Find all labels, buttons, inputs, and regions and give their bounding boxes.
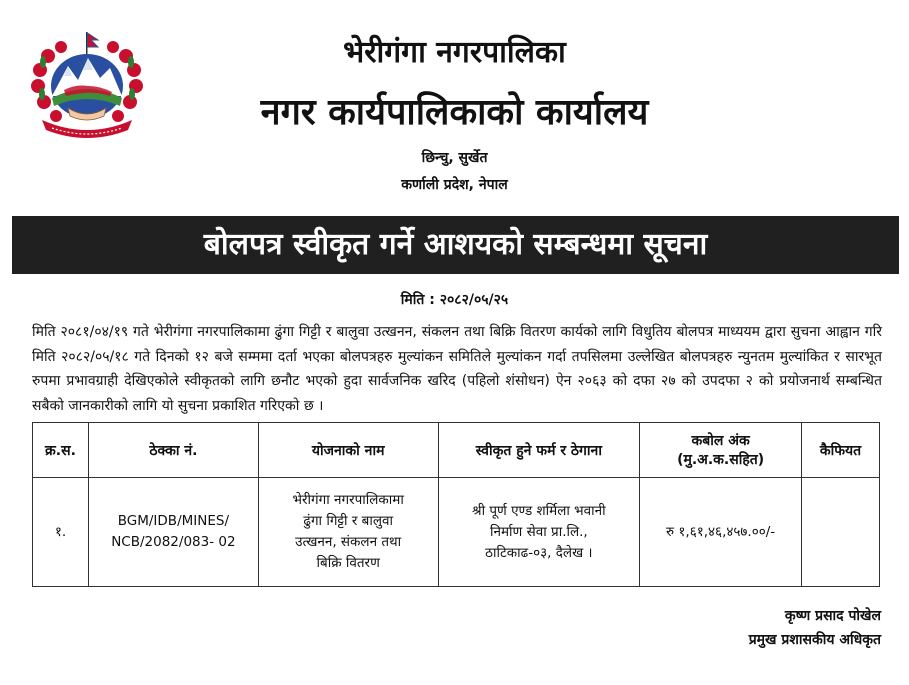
approved-bid-table	[32, 422, 880, 587]
cell-bid-amount: रु १,६१,४६,४५७.००/-	[640, 478, 802, 587]
header-remarks: कैफियत	[802, 423, 880, 478]
notice-date: मिति : २०८२/०५/२५	[400, 292, 509, 308]
municipality-name: भेरीगंगा नगरपालिका	[343, 35, 566, 70]
header-bid-amount: कबोल अंक (मु.अ.क.सहित)	[640, 423, 802, 478]
cell-remarks	[802, 478, 880, 587]
cell-contract-no: BGM/IDB/MINES/ NCB/2082/083- 02	[88, 478, 258, 587]
cell-serial: १.	[33, 478, 89, 587]
address-line-1: छिन्चु, सुर्खेत	[421, 150, 488, 166]
cell-firm-address: श्री पूर्ण एण्ड शर्मिला भवानी निर्माण सेवा प्रा.लि., ठाटिकाढ-०३, दैलेख ।	[438, 478, 640, 587]
table-header-row	[33, 423, 880, 478]
notice-body-text: मिति २०८१/०४/१९ गते भेरीगंगा नगरपालिकामा ढुंगा गिट्टी र बालुवा उत्खनन, संकलन तथा बिक्रि वितरण कार्यको लागि विधुतिय बोलपत्र माध्ययम द्वारा सुचना आह्वान गरि मिति २०८२/०५/१८ गते दिनको १२ बजे सम्ममा दर्ता भएका बोलपत्रहरु मुल्यांकन समितिले मुल्यांकन गर्दा तपसिलमा उल्लेखित बोलपत्रहरु न्युनतम मुल्यांकित र सारभूत रुपमा प्रभावग्राही देखिएकोले स्वीकृतको लागि छनौट भएको हुदा सार्वजनिक खरिद (पहिलो शंसोधन) ऐन २०६३ को दफा २७ को उपदफा २ को प्रयोजनार्थ सम्बन्धित सबैको जानकारीको लागि यो सुचना प्रकाशित गरिएको छ ।	[32, 324, 882, 414]
header-contract-no: ठेक्का नं.	[88, 423, 258, 478]
table-row	[33, 478, 880, 587]
address-line-2: कर्णाली प्रदेश, नेपाल	[401, 177, 508, 193]
signatory-name: कृष्ण प्रसाद पोखेल	[784, 608, 881, 624]
office-name: नगर कार्यपालिकाको कार्यालय	[260, 92, 649, 133]
notice-title-banner: बोलपत्र स्वीकृत गर्ने आशयको सम्बन्धमा सूचना	[12, 216, 899, 274]
header-firm-address: स्वीकृत हुने फर्म र ठेगाना	[438, 423, 640, 478]
header-serial: क्र.स.	[33, 423, 89, 478]
signatory-title: प्रमुख प्रशासकीय अधिकृत	[748, 632, 881, 648]
header-project-name: योजनाको नाम	[258, 423, 438, 478]
cell-project-name: भेरीगंगा नगरपालिकामा ढुंगा गिट्टी र बालुवा उत्खनन, संकलन तथा बिक्रि वितरण	[258, 478, 438, 587]
